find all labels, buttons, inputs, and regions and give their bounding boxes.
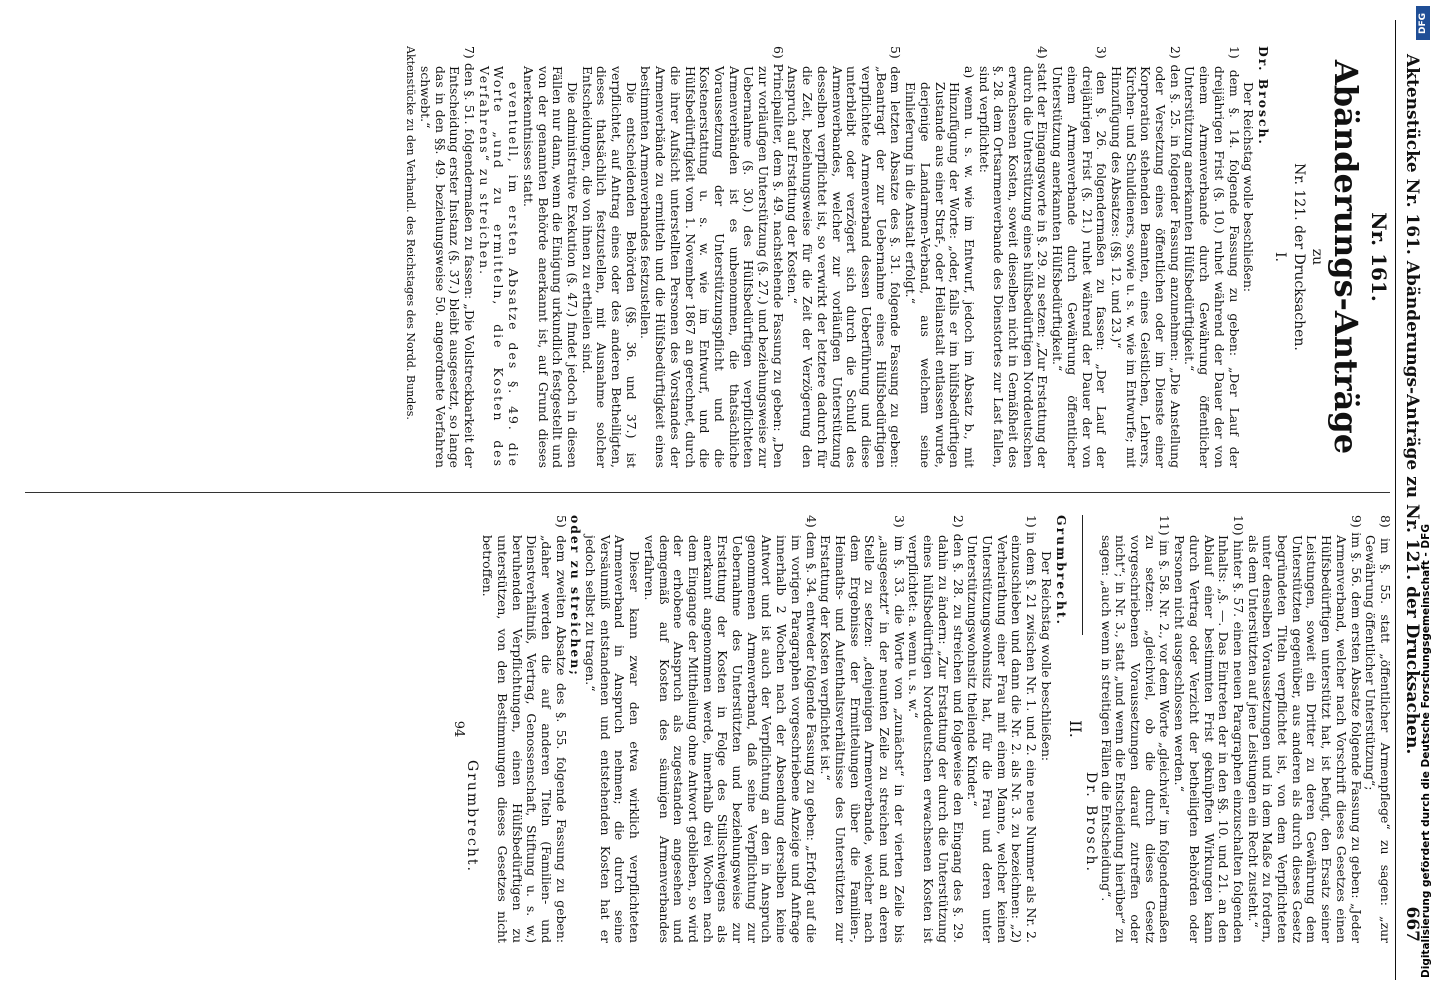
motion-item-9: 9) im §. 56. dem ersten Absatze folgende Fassung zu geben: „Jeder Armenverband, welcher nach Vorschrift dieses Gesetzes einen Hülfsbedürftigen unterstützt hat, ist befugt, den Ersatz seiner Leistungen, soweit ein Dritter zu deren Gewährung dem Unterstützten gegenüber, aus anderen als durch dieses Gesetz begründeten Titeln verpflichtet ist, von dem Verpflichteten unter denselben Voraussetzungen und in dem Maße zu fordern, als dem Unterstützten auf jene Leistungen ein Recht zusteht.“ xyxy=(1245,515,1364,943)
motion2-item-4c: oder zu streichen; xyxy=(568,515,584,677)
motion-item-8: 8) im §. 55. statt „öffentlicher Armenpflege“ zu sagen: „zur Gewährung öffentlicher Unterstützung“; xyxy=(1363,515,1393,943)
dfg-logo: DFG xyxy=(1416,6,1430,40)
motion-item-7: 7) den §. 51. folgendermaßen zu fassen: „Die Vollstreckbarkeit der Entscheidung erster Instanz (§. 37.) bleibt ausgesetzt, so lange das in den §§. 49. beziehungsweise 50. angeordnete Verfahren schwebt.“ xyxy=(417,46,478,468)
motion-author: Dr. Brosch. xyxy=(1256,46,1271,146)
column-divider xyxy=(25,492,1390,493)
motion-item-4a: a) wenn u. s. w. wie im Entwurf, jedoch im Absatz b., mit Hinzufügung der Worte: „oder, falls er im hülfsbedürftigen Zustande aus einer Straf-, oder Heilanstalt entlassen wurde, derjenige Landarmen-Verband, aus welchem seine Einlieferung in die Anstalt erfolgt.“ xyxy=(903,66,977,468)
signature-grumbrecht: Grumbrecht. xyxy=(464,759,481,873)
dfg-credit-text: Digitalisierung gefördert durch die Deutsche Forschungsgemeinschaft - DFG xyxy=(1420,524,1432,978)
motion-item-3: 3) den §. 26. folgendermaßen zu fassen: „Der Lauf der dreijährigen Frist (§. 21.) ruhet während der Dauer der von einem Armenverbande durch Gewährung öffentlicher Unterstützung anerkannten Hülfsbedürftigkeit.“ xyxy=(1050,46,1110,468)
document-page xyxy=(32,0,1432,1000)
motion-item-11: 11) im §. 58. Nr. 2., vor dem Worte „gleichviel“ im folgendermaßen zu setzen: „gleichviel, ob die durch dieses Gesetz vorgeschriebenen Voraussetzungen darauf zutreffen oder nicht“; in Nr. 3., statt „und wenn die Entscheidung hierüber“ zu sagen: „auch wenn in streitigen Fällen die Entscheidung“. xyxy=(1098,515,1173,943)
motion-item-2: 2) den §. 25. in folgender Fassung anzunehmen: „Die Anstellung oder Versetzung eines öffentlichen oder im Dienste einer Korporation stehenden Beamten, eines Geistlichen, Lehrers, Kirchen- und Schuldieners, sowie u. s. w. wie im Entwurfe; mit Hinzufügung des Absatzes: (§§. 12. und 23.)“ xyxy=(1108,46,1183,468)
motion-item-1: 1) dem §. 14. folgende Fassung zu geben: „Der Lauf der dreijährigen Frist (§. 10.) ruhet während der Dauer der von einem Armenverbande durch Gewährung öffentlicher Unterstützung anerkannten Hülfsbedürftigkeit.“ xyxy=(1182,46,1242,468)
document-number: Nr. 161. xyxy=(1367,212,1391,302)
title-zu: zu xyxy=(1309,248,1325,266)
section-roman-two: II. xyxy=(1066,720,1086,738)
motion-item-4: 4) statt der Eingangsworte in §. 29. zu setzen: „Zur Erstattung der durch die Unterstützung eines hülfsbedürftigen Norddeutschen erwachsenen Kosten, soweit dieselben nicht in Gemäßheit des §. 28. dem Ortsarmenverbande des Dienstortes zur Last fallen, sind verpflichtet: xyxy=(976,46,1051,468)
sheet-number: 94 xyxy=(450,720,466,738)
title-reference: Nr. 121. der Drucksachen. xyxy=(1291,163,1307,351)
left-column xyxy=(403,46,1392,468)
motion-intro: Der Reichstag wolle beschließen: xyxy=(1241,82,1257,293)
motion-item-6b: Die entscheidenden Behörden (§§. 36. und 37.) ist verpflichtet, auf Antrag eines oder des anderen Betheiligten, dieses thatsächlich festzustellen, mit Ausnahme solcher Entscheidungen, die von ihnen zu ertheilen sind. xyxy=(579,66,639,468)
document-title: Abänderungs-Anträge xyxy=(1327,59,1365,455)
motion-item-5: 5) dem letzten Absatze des §. 31. folgende Fassung zu geben: „Beantragt der zur Uebernahme eines Hülfsbedürftigen verpflichtete Armenverband dessen Ueberführung und diese unterbleibt oder verzögert sich durch die Schuld des Armenverbandes, welcher zur vorläufigen Unterstützung desselben verpflichtet ist, so verwirkt der letztere dadurch für die Zeit, beziehungsweise für die Zeit der Verzögerung den Anspruch auf Erstattung der Kosten.“ xyxy=(785,46,904,468)
page-footnote: Aktenstücke zu den Verhandl. des Reichstages des Nordd. Bundes. xyxy=(404,46,418,420)
motion2-item-3: 3) im §. 33. die Worte von „zunächst“ in der vierten Zeile bis „ausgesetzt“ in der neunten Zeile zu streichen und an deren Stelle zu setzen: „denjenigen Armenverbande, welcher nach dem Ergebnisse der Ermittelungen über die Familien-, Heimaths- und Aufenthaltsverhältnisse des Unterstützten zur Erstattung der Kosten verpflichtet ist.“ xyxy=(818,515,907,943)
motion2-item-1: 1) in dem §. 21 zwischen Nr. 1. und 2. eine neue Nummer als Nr. 2. einzuschieben und dann die Nr. 2. als Nr. 3. zu bezeichnen: „2) Verheirathung einer Frau mit einem Manne, welcher keinen Unterstützungswohnsitz hat, für die Frau und deren unter Unterstützungswohnsitz theilende Kinder.“ xyxy=(965,515,1040,943)
motion2-item-2: 2) den §. 28. zu streichen und folgeweise den Eingang des §. 29. dahin zu ändern: „Zur Erstattung der durch die Unterstützung eines hülfsbedürftigen Norddeutschen erwachsenen Kosten ist verpflichtet: a. wenn u. s. w.“ xyxy=(906,515,966,943)
motion-item-10: 10) hinter §. 57. einen neuen Paragraphen einzuschalten folgenden Inhalts: „§. —. Das Eintreten der in den §§. 10. und 21. an den Ablauf einer bestimmten Frist geknüpften Wirkungen kann durch Vertrag oder Verzicht der betheiligten Behörden oder Personen nicht ausgeschlossen werden.“ xyxy=(1172,515,1246,943)
header-title: Aktenstücke Nr. 161. Abänderungs-Anträge zu Nr. 121. der Drucksachen. xyxy=(1402,54,1422,755)
signature-brosch: Dr. Brosch. xyxy=(1082,771,1099,873)
motion2-item-4: 4) dem §. 34. entweder folgende Fassung zu geben: „Erfolgt auf die im vorigen Paragraphen vorgeschriebene Anzeige und Anfrage innerhalb 2 Wochen nach der Absendung derselben keine Antwort und ist auch der Verpflichtung an den in Anspruch genommenen Armenverband, daß seine Verpflichtung zur Uebernahme des Unterstützten und beziehungsweise zur Erstattung der Kosten in Folge des Stillschweigens als anerkannt angenommen werde, innerhalb drei Wochen nach dem Eingange der Mittheilung ohne Antwort geblieben, so wird der erhobene Anspruch als zugestanden angesehen und demgemäß auf Kosten des säumigen Armenverbandes verfahren. xyxy=(641,515,819,943)
motion-item-6c: Die administrative Exekution (§. 47.) findet jedoch in diesen Fällen nur dann, wenn die Einigung urkundlich festgestellt und von der genannten Behörde anerkannt ist, auf Grund dieses Anerkenntnisses statt. xyxy=(520,66,580,468)
section-separator xyxy=(1082,515,1083,635)
motion-item-6: 6) Principaliter, dem §. 49. nachstehende Fassung zu geben: „Den zur vorläufigen Unterstützung (§. 27.) und beziehungsweise zur Uebernahme (§. 30.) des Hülfsbedürftigen verpflichteten Armenverbänden ist es unbenommen, die thatsächliche Voraussetzung der Unterstützungspflicht und die Kostenerstattung u. s. w. wie im Entwurf, und die Hülfsbedürftigkeit vom 1. November 1867 an gerechnet, durch die ihrer Aufsicht unterstellten Personen des Vorstandes der Armenverbände zu ermitteln und die Hülfsbedürftigkeit eines bestimmten Armenverbandes festzustellen. xyxy=(638,46,786,468)
page-number: 667 xyxy=(1402,906,1422,942)
motion-author-2: Grumbrecht. xyxy=(1053,515,1069,626)
motion2-item-4b: Dieser kann zwar den etwa wirklich verpflichteten Armenverband in Anspruch nehmen; die durch seine Versäumniß entstandenen und entstehenden Kosten hat er jedoch selbst zu tragen.“ xyxy=(583,535,643,943)
motion2-item-5: 5) dem zweiten Absatze des §. 55. folgende Fassung zu geben: „daher werden die auf anderen Titeln (Familien- und Dienstverhältniß, Vertrag, Genossenschaft, Stiftung u. s. w.) beruhenden Verpflichtungen, einen Hülfsbedürftigen zu unterstützen, von den Bestimmungen dieses Gesetzes nicht betroffen. xyxy=(480,515,569,943)
motion-item-6-eventual: eventuell, im ersten Absatze des §. 49. die Worte „und zu ermitteln, die Kosten des Verfahrens“ zu streichen. xyxy=(476,66,522,468)
dfg-credit-strip xyxy=(1418,0,1432,1000)
section-roman-one: I. xyxy=(1272,252,1288,262)
right-column xyxy=(450,515,1392,943)
motion-intro-2: Der Reichstag wolle beschließen: xyxy=(1038,551,1054,762)
